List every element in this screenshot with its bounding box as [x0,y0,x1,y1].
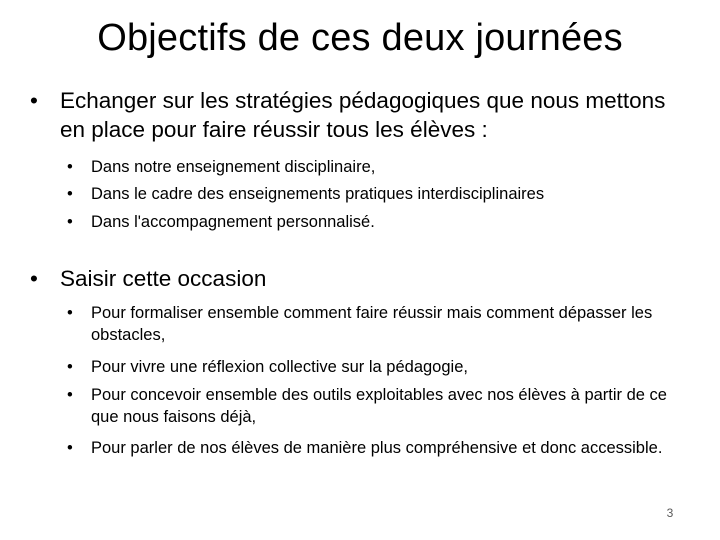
bullet-icon: • [67,158,73,176]
section-2-text: Saisir cette occasion [60,266,267,291]
slide-title: Objectifs de ces deux journées [97,17,623,59]
bullet-icon: • [67,358,73,376]
section-1-item-text: Dans le cadre des enseignements pratiques interdisciplinaires [91,185,545,203]
section-1-item-text: Dans notre enseignement disciplinaire, [91,158,376,176]
section-1-item-text: Dans l'accompagnement personnalisé. [91,213,375,231]
bullet-icon: • [30,88,38,113]
bullet-icon: • [67,304,73,322]
section-2-item-text: Pour concevoir ensemble des outils exploitables avec nos élèves à partir de ce que nous faisons déjà, [91,386,667,426]
section-1-text: Echanger sur les stratégies pédagogiques que nous mettons en place pour faire réussir tous les élèves : [60,88,666,142]
bullet-icon: • [67,386,73,404]
section-1-bullet [30,86,670,144]
section-2-item-text: Pour vivre une réflexion collective sur la pédagogie, [91,358,468,376]
page-number: 3 [666,506,674,520]
section-2-item-text: Pour parler de nos élèves de manière plus compréhensive et donc accessible. [91,439,663,457]
bullet-icon: • [67,185,73,203]
bullet-icon: • [67,439,73,457]
bullet-icon: • [67,213,73,231]
section-2-item-text: Pour formaliser ensemble comment faire réussir mais comment dépasser les obstacles, [91,304,653,344]
bullet-icon: • [30,266,38,291]
